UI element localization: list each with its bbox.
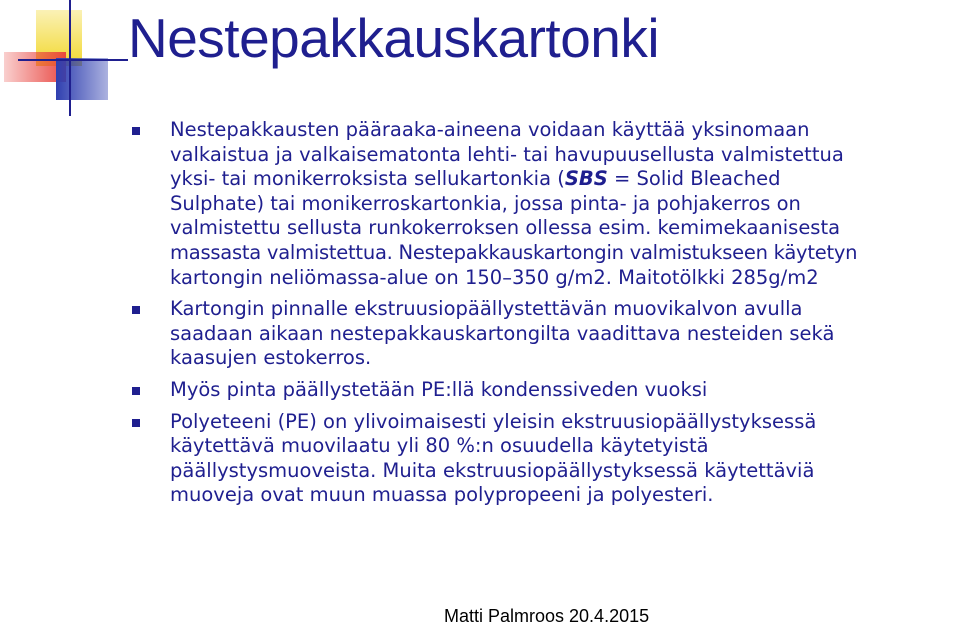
bullet-item-2 <box>128 297 960 371</box>
bullet-list <box>128 118 960 515</box>
decorative-squares-logo <box>0 0 130 120</box>
slide-title: Nestepakkauskartonki <box>128 7 660 69</box>
bullet-1-line-5: valmistettu sellusta runkokerroksen ollessa esim. kemimekaanisesta <box>170 216 841 240</box>
bullet-4-line-4: muoveja ovat muun muassa polypropeeni ja polyesteri. <box>170 483 714 507</box>
bullet-2-line-1: Kartongin pinnalle ekstruusiopäällystettävän muovikalvon avulla <box>170 297 803 321</box>
bullet-4-line-1: Polyeteeni (PE) on ylivoimaisesti yleisin ekstruusiopäällystyksessä <box>170 409 817 433</box>
bullet-1-line-2: valkaistua ja valkaisematonta lehti- tai havupuusellusta valmistettua <box>170 142 844 166</box>
footer-author-date: Matti Palmroos 20.4.2015 <box>444 606 650 626</box>
bullet-1-line-3-start: yksi- tai monikerroksista sellukartonkia ( <box>170 167 565 191</box>
bullet-2-line-2: saadaan aikaan nestepakkauskartongilta vaadittava nesteiden sekä <box>170 321 835 345</box>
square-bullet-icon <box>132 306 140 314</box>
bullet-1-line-4: Sulphate) tai monikerroskartonkia, jossa pinta- ja pohjakerros on <box>170 191 801 215</box>
bullet-item-4 <box>128 410 960 508</box>
bullet-2-line-3: kaasujen estokerros. <box>170 346 372 370</box>
bullet-1-line-3 <box>170 167 960 192</box>
bullet-3-line-1: Myös pinta päällystetään PE:llä kondenssiveden vuoksi <box>170 377 708 401</box>
bullet-1-line-3-end: = Solid Bleached <box>607 167 781 191</box>
square-bullet-icon <box>132 387 140 395</box>
blue-square <box>56 58 108 100</box>
bullet-4-line-3: päällystysmuoveista. Muita ekstruusiopäällystyksessä käytettäviä <box>170 458 815 482</box>
colored-squares-logo-icon <box>0 0 130 120</box>
square-bullet-icon <box>132 127 140 135</box>
bullet-item-1 <box>128 118 960 290</box>
bullet-item-3 <box>128 378 960 403</box>
bullet-1-line-6: massasta valmistettua. Nestepakkauskartongin valmistukseen käytetyn <box>170 240 858 264</box>
bullet-4-line-2: käytettävä muovilaatu yli 80 %:n osuudella käytetyistä <box>170 434 709 458</box>
sbs-abbreviation: SBS <box>564 167 608 191</box>
bullet-1-line-1: Nestepakkausten pääraaka-aineena voidaan käyttää yksinomaan <box>170 118 810 141</box>
square-bullet-icon <box>132 419 140 427</box>
bullet-1-line-7: kartongin neliömassa-alue on 150–350 g/m2. Maitotölkki 285g/m2 <box>170 265 819 289</box>
